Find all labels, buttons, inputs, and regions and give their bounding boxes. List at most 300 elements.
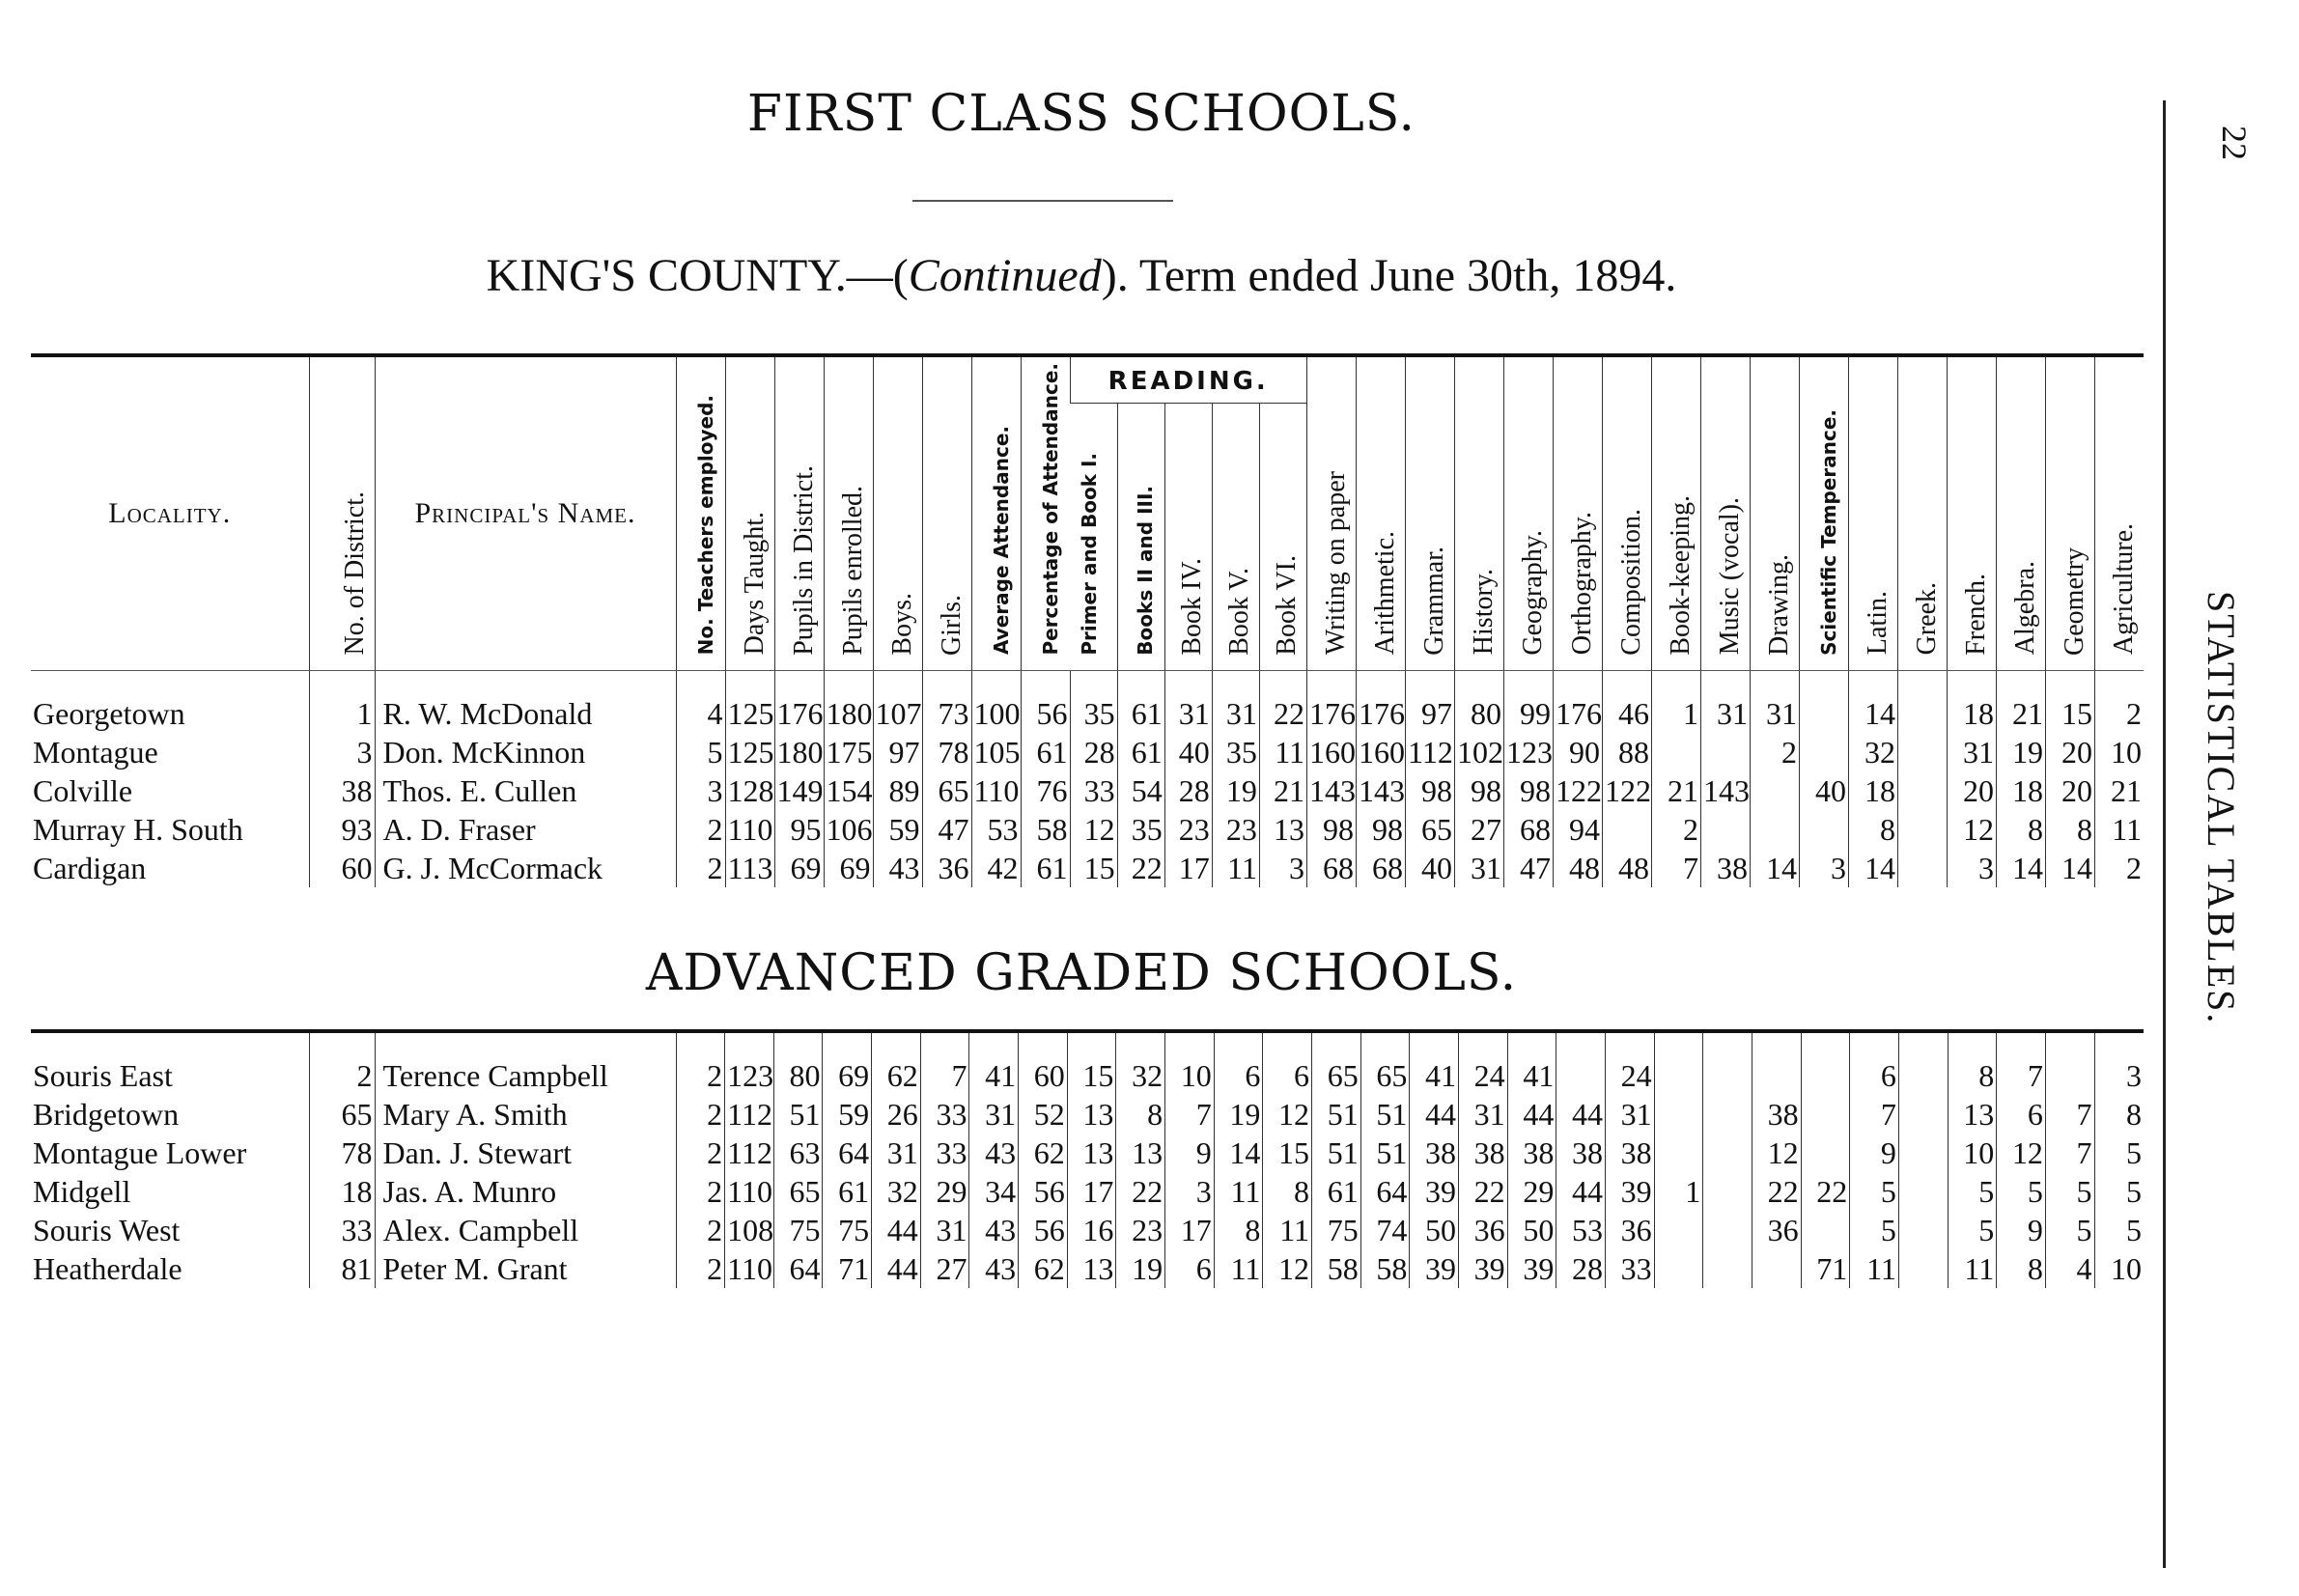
spacer-cell xyxy=(1701,670,1751,694)
value-cell: 23 xyxy=(1116,1211,1165,1249)
spacer-cell xyxy=(922,670,971,694)
value-cell: 106 xyxy=(824,810,873,849)
value-cell: 98 xyxy=(1406,771,1455,810)
value-cell: 33 xyxy=(920,1134,969,1172)
value-cell: 43 xyxy=(969,1249,1019,1288)
value-cell: 90 xyxy=(1554,733,1603,771)
value-cell: 18 xyxy=(1997,771,2046,810)
value-cell xyxy=(1556,1056,1606,1095)
value-cell: 22 xyxy=(1116,1172,1165,1211)
value-cell: 16 xyxy=(1067,1211,1116,1249)
county-subtitle xyxy=(0,249,2163,302)
value-cell: 19 xyxy=(1116,1249,1165,1288)
spacer-cell xyxy=(1165,1031,1215,1056)
value-cell: 11 xyxy=(2095,810,2145,849)
value-cell xyxy=(1898,849,1948,887)
value-cell: 64 xyxy=(1360,1172,1410,1211)
value-cell xyxy=(1898,1172,1948,1211)
value-cell: 112 xyxy=(725,1095,774,1134)
locality-cell: Georgetown xyxy=(33,695,185,731)
value-cell: 76 xyxy=(1021,771,1070,810)
header-col-8 xyxy=(1070,404,1117,670)
spacer-cell xyxy=(1800,670,1849,694)
spacer-cell xyxy=(1504,670,1554,694)
value-cell: 12 xyxy=(1752,1134,1801,1172)
spacer-cell xyxy=(1654,1031,1703,1056)
header-col-1 xyxy=(725,355,774,670)
header-col-10 xyxy=(1164,404,1212,670)
value-cell: 21 xyxy=(1652,771,1701,810)
value-cell: 6 xyxy=(1214,1056,1263,1095)
value-cell: 2 xyxy=(676,849,725,887)
value-cell xyxy=(1898,771,1948,810)
value-cell: 17 xyxy=(1164,849,1212,887)
header-col-2 xyxy=(774,355,824,670)
header-col-label: Grammar. xyxy=(1419,546,1449,656)
value-cell: 8 xyxy=(1849,810,1898,849)
value-cell: 51 xyxy=(773,1095,823,1134)
value-cell: 65 xyxy=(922,771,971,810)
value-cell: 98 xyxy=(1504,771,1554,810)
value-cell xyxy=(1751,810,1800,849)
locality-cell: Montague Lower xyxy=(33,1135,247,1170)
subtitle-county: KING'S COUNTY.—( xyxy=(486,250,909,301)
value-cell: 143 xyxy=(1307,771,1357,810)
header-col-12 xyxy=(1259,404,1306,670)
value-cell: 19 xyxy=(1997,733,2046,771)
value-cell xyxy=(1801,1211,1850,1249)
value-cell: 51 xyxy=(1360,1134,1410,1172)
value-cell: 62 xyxy=(1019,1134,1068,1172)
district-cell: 33 xyxy=(309,1211,375,1249)
table-row xyxy=(31,733,2144,771)
value-cell: 149 xyxy=(774,771,824,810)
value-cell: 14 xyxy=(1751,849,1800,887)
value-cell: 5 xyxy=(1948,1211,1997,1249)
value-cell: 38 xyxy=(1556,1134,1606,1172)
value-cell: 62 xyxy=(872,1056,921,1095)
value-cell: 44 xyxy=(872,1211,921,1249)
value-cell: 78 xyxy=(922,733,971,771)
value-cell: 61 xyxy=(1021,849,1070,887)
value-cell: 31 xyxy=(920,1211,969,1249)
spacer-cell xyxy=(1406,670,1455,694)
value-cell: 61 xyxy=(1117,694,1164,733)
value-cell: 11 xyxy=(1850,1249,1899,1288)
header-col-16 xyxy=(1455,355,1504,670)
table-row xyxy=(31,1211,2144,1249)
value-cell: 75 xyxy=(823,1211,872,1249)
value-cell: 43 xyxy=(969,1211,1019,1249)
value-cell: 5 xyxy=(2094,1172,2144,1211)
spacer-cell xyxy=(1263,1031,1312,1056)
value-cell: 17 xyxy=(1067,1172,1116,1211)
header-col-24 xyxy=(1849,355,1898,670)
spacer-cell xyxy=(1455,670,1504,694)
spacer-cell xyxy=(824,670,873,694)
value-cell: 5 xyxy=(1850,1172,1899,1211)
value-cell: 122 xyxy=(1554,771,1603,810)
value-cell: 68 xyxy=(1357,849,1406,887)
spacer-cell xyxy=(2045,1031,2094,1056)
value-cell: 15 xyxy=(1067,1056,1116,1095)
value-cell: 2 xyxy=(676,1172,725,1211)
value-cell xyxy=(1703,1056,1752,1095)
value-cell: 2 xyxy=(676,1095,725,1134)
spacer-cell xyxy=(1259,670,1306,694)
header-col-label: Algebra. xyxy=(2010,561,2040,656)
value-cell: 52 xyxy=(1019,1095,1068,1134)
value-cell xyxy=(1751,771,1800,810)
header-col-19 xyxy=(1603,355,1652,670)
spacer-cell xyxy=(774,670,824,694)
value-cell: 39 xyxy=(1410,1172,1459,1211)
value-cell: 75 xyxy=(1312,1211,1361,1249)
spacer-cell xyxy=(1652,670,1701,694)
value-cell: 7 xyxy=(1997,1056,2046,1095)
value-cell: 61 xyxy=(1312,1172,1361,1211)
spacer-cell xyxy=(1948,1031,1997,1056)
value-cell xyxy=(2045,1056,2094,1095)
value-cell: 2 xyxy=(1751,733,1800,771)
spacer-cell xyxy=(725,1031,774,1056)
value-cell: 50 xyxy=(1507,1211,1556,1249)
header-col-label: History. xyxy=(1469,569,1499,656)
value-cell: 112 xyxy=(1406,733,1455,771)
value-cell: 5 xyxy=(1948,1172,1997,1211)
principal-cell: Dan. J. Stewart xyxy=(375,1134,676,1172)
value-cell: 38 xyxy=(1410,1134,1459,1172)
value-cell xyxy=(1701,733,1751,771)
header-district-label: No. of District. xyxy=(339,491,370,656)
value-cell: 2 xyxy=(676,1134,725,1172)
value-cell: 7 xyxy=(2045,1095,2094,1134)
value-cell: 39 xyxy=(1410,1249,1459,1288)
value-cell: 88 xyxy=(1603,733,1652,771)
spacer-cell xyxy=(1603,670,1652,694)
value-cell: 8 xyxy=(1214,1211,1263,1249)
value-cell: 58 xyxy=(1312,1249,1361,1288)
value-cell: 36 xyxy=(1459,1211,1508,1249)
table-row xyxy=(31,1172,2144,1211)
value-cell: 176 xyxy=(1307,694,1357,733)
value-cell: 38 xyxy=(1507,1134,1556,1172)
spacer-cell xyxy=(1556,1031,1606,1056)
value-cell: 5 xyxy=(2045,1211,2094,1249)
district-cell: 93 xyxy=(309,810,375,849)
value-cell: 64 xyxy=(773,1249,823,1288)
spacer-cell xyxy=(872,1031,921,1056)
value-cell xyxy=(1898,733,1948,771)
value-cell: 33 xyxy=(1070,771,1117,810)
header-col-label: Book IV. xyxy=(1176,557,1207,656)
spacer-cell xyxy=(1850,1031,1899,1056)
spacer-cell xyxy=(2095,670,2145,694)
value-cell: 19 xyxy=(1212,771,1259,810)
header-col-label: Geometry xyxy=(2060,546,2089,656)
header-col-27 xyxy=(1997,355,2046,670)
value-cell: 143 xyxy=(1357,771,1406,810)
header-col-0 xyxy=(676,355,725,670)
header-col-label: Arithmetic. xyxy=(1370,531,1400,656)
value-cell: 5 xyxy=(676,733,725,771)
header-col-11 xyxy=(1212,404,1259,670)
page-number: 22 xyxy=(2215,126,2254,160)
value-cell: 39 xyxy=(1507,1249,1556,1288)
value-cell: 2 xyxy=(2095,694,2145,733)
spacer-cell xyxy=(873,670,922,694)
first-class-heading: FIRST CLASS SCHOOLS. xyxy=(746,85,1416,143)
value-cell: 53 xyxy=(971,810,1021,849)
table-spacer-row xyxy=(31,670,2144,694)
value-cell: 29 xyxy=(1507,1172,1556,1211)
value-cell: 59 xyxy=(873,810,922,849)
spacer-cell xyxy=(1997,1031,2046,1056)
value-cell: 65 xyxy=(1406,810,1455,849)
spacer-cell xyxy=(1752,1031,1801,1056)
header-district xyxy=(309,355,375,670)
value-cell xyxy=(1654,1211,1703,1249)
header-col-label: Percentage of Attendance. xyxy=(1038,363,1062,656)
header-reading-label: READING. xyxy=(1107,367,1269,397)
value-cell: 73 xyxy=(922,694,971,733)
header-col-label: Geography. xyxy=(1518,529,1548,656)
value-cell: 38 xyxy=(1459,1134,1508,1172)
header-col-7 xyxy=(1021,355,1070,670)
value-cell xyxy=(1703,1095,1752,1134)
principal-cell: G. J. McCormack xyxy=(375,849,676,887)
value-cell: 47 xyxy=(922,810,971,849)
value-cell: 65 xyxy=(1312,1056,1361,1095)
spacer-cell xyxy=(1751,670,1800,694)
spacer-cell xyxy=(1212,670,1259,694)
value-cell: 3 xyxy=(676,771,725,810)
value-cell: 54 xyxy=(1117,771,1164,810)
value-cell xyxy=(1898,1134,1948,1172)
value-cell: 69 xyxy=(824,849,873,887)
value-cell: 74 xyxy=(1360,1211,1410,1249)
value-cell: 11 xyxy=(1212,849,1259,887)
value-cell xyxy=(1654,1249,1703,1288)
value-cell: 31 xyxy=(1701,694,1751,733)
value-cell: 15 xyxy=(2046,694,2095,733)
table-row xyxy=(31,1134,2144,1172)
district-cell: 60 xyxy=(309,849,375,887)
first-class-body xyxy=(31,670,2144,887)
value-cell xyxy=(1654,1134,1703,1172)
value-cell: 58 xyxy=(1021,810,1070,849)
value-cell: 97 xyxy=(873,733,922,771)
spacer-cell xyxy=(1117,670,1164,694)
principal-cell: Jas. A. Munro xyxy=(375,1172,676,1211)
value-cell: 63 xyxy=(773,1134,823,1172)
value-cell: 2 xyxy=(676,810,725,849)
value-cell: 44 xyxy=(1556,1095,1606,1134)
value-cell: 44 xyxy=(1410,1095,1459,1134)
header-col-label: No. Teachers employed. xyxy=(693,395,717,656)
value-cell: 56 xyxy=(1019,1211,1068,1249)
value-cell: 31 xyxy=(1212,694,1259,733)
value-cell: 112 xyxy=(725,1134,774,1172)
value-cell: 98 xyxy=(1307,810,1357,849)
value-cell: 11 xyxy=(1948,1249,1997,1288)
value-cell: 53 xyxy=(1556,1211,1606,1249)
spacer-cell xyxy=(375,1031,676,1056)
spacer-cell xyxy=(1948,670,1997,694)
spacer-cell xyxy=(1898,1031,1948,1056)
value-cell xyxy=(1652,733,1701,771)
header-col-label: Days Taught. xyxy=(739,512,770,656)
spacer-cell xyxy=(1067,1031,1116,1056)
value-cell: 122 xyxy=(1603,771,1652,810)
value-cell: 41 xyxy=(1507,1056,1556,1095)
spacer-cell xyxy=(969,1031,1019,1056)
value-cell: 35 xyxy=(1117,810,1164,849)
spacer-cell xyxy=(773,1031,823,1056)
divider xyxy=(912,200,1173,202)
subtitle-term: ). Term ended June 30th, 1894. xyxy=(1101,250,1677,301)
value-cell: 24 xyxy=(1459,1056,1508,1095)
value-cell: 17 xyxy=(1165,1211,1215,1249)
value-cell: 20 xyxy=(1948,771,1997,810)
spacer-cell xyxy=(1459,1031,1508,1056)
value-cell xyxy=(1800,733,1849,771)
spacer-cell xyxy=(1507,1031,1556,1056)
value-cell: 24 xyxy=(1605,1056,1654,1095)
spacer-cell xyxy=(1605,1031,1654,1056)
value-cell: 56 xyxy=(1021,694,1070,733)
value-cell: 33 xyxy=(920,1095,969,1134)
value-cell: 61 xyxy=(1021,733,1070,771)
value-cell: 31 xyxy=(1751,694,1800,733)
value-cell: 28 xyxy=(1164,771,1212,810)
value-cell: 80 xyxy=(1455,694,1504,733)
value-cell: 22 xyxy=(1801,1172,1850,1211)
value-cell: 2 xyxy=(676,1056,725,1095)
value-cell: 11 xyxy=(1263,1211,1312,1249)
header-col-21 xyxy=(1701,355,1751,670)
value-cell: 22 xyxy=(1459,1172,1508,1211)
value-cell: 14 xyxy=(2046,849,2095,887)
value-cell: 13 xyxy=(1067,1134,1116,1172)
value-cell: 40 xyxy=(1406,849,1455,887)
value-cell: 36 xyxy=(1752,1211,1801,1249)
value-cell: 31 xyxy=(872,1134,921,1172)
header-col-29 xyxy=(2095,355,2145,670)
value-cell: 13 xyxy=(1067,1095,1116,1134)
advanced-graded-table xyxy=(31,1029,2144,1288)
value-cell: 3 xyxy=(1165,1172,1215,1211)
value-cell: 7 xyxy=(920,1056,969,1095)
value-cell: 123 xyxy=(1504,733,1554,771)
value-cell: 28 xyxy=(1556,1249,1606,1288)
header-col-4 xyxy=(873,355,922,670)
spacer-cell xyxy=(725,670,774,694)
header-col-6 xyxy=(971,355,1021,670)
value-cell: 12 xyxy=(1263,1249,1312,1288)
value-cell: 69 xyxy=(823,1056,872,1095)
locality-cell: Bridgetown xyxy=(33,1097,180,1132)
spacer-cell xyxy=(676,1031,725,1056)
value-cell: 107 xyxy=(873,694,922,733)
spacer-cell xyxy=(375,670,676,694)
district-cell: 65 xyxy=(309,1095,375,1134)
value-cell xyxy=(1800,694,1849,733)
value-cell: 11 xyxy=(1214,1249,1263,1288)
value-cell: 28 xyxy=(1070,733,1117,771)
value-cell: 44 xyxy=(1507,1095,1556,1134)
value-cell xyxy=(1752,1249,1801,1288)
value-cell: 38 xyxy=(1605,1134,1654,1172)
value-cell: 56 xyxy=(1019,1172,1068,1211)
spacer-cell xyxy=(31,1031,309,1056)
principal-cell: Alex. Campbell xyxy=(375,1211,676,1249)
header-col-label: Scientific Temperance. xyxy=(1817,408,1840,656)
value-cell xyxy=(1752,1056,1801,1095)
spacer-cell xyxy=(1849,670,1898,694)
header-col-3 xyxy=(824,355,873,670)
locality-cell: Murray H. South xyxy=(33,811,243,847)
value-cell: 14 xyxy=(1214,1134,1263,1172)
spacer-cell xyxy=(1360,1031,1410,1056)
value-cell xyxy=(1898,694,1948,733)
value-cell xyxy=(1703,1249,1752,1288)
spacer-cell xyxy=(309,670,375,694)
value-cell: 38 xyxy=(1701,849,1751,887)
value-cell: 2 xyxy=(676,1249,725,1288)
value-cell xyxy=(1603,810,1652,849)
value-cell: 2 xyxy=(1652,810,1701,849)
value-cell: 23 xyxy=(1164,810,1212,849)
district-cell: 1 xyxy=(309,694,375,733)
district-cell: 78 xyxy=(309,1134,375,1172)
district-cell: 3 xyxy=(309,733,375,771)
value-cell: 29 xyxy=(920,1172,969,1211)
value-cell: 6 xyxy=(1165,1249,1215,1288)
value-cell: 68 xyxy=(1504,810,1554,849)
spacer-cell xyxy=(1357,670,1406,694)
value-cell: 60 xyxy=(1019,1056,1068,1095)
value-cell: 6 xyxy=(1263,1056,1312,1095)
value-cell: 108 xyxy=(725,1211,774,1249)
value-cell xyxy=(1703,1172,1752,1211)
value-cell: 7 xyxy=(1850,1095,1899,1134)
value-cell: 100 xyxy=(971,694,1021,733)
header-col-26 xyxy=(1948,355,1997,670)
header-locality xyxy=(31,355,309,670)
header-col-22 xyxy=(1751,355,1800,670)
value-cell: 22 xyxy=(1752,1172,1801,1211)
value-cell: 48 xyxy=(1554,849,1603,887)
spacer-cell xyxy=(2046,670,2095,694)
table-row xyxy=(31,810,2144,849)
value-cell: 95 xyxy=(774,810,824,849)
advanced-graded-body xyxy=(31,1031,2144,1288)
value-cell: 18 xyxy=(1849,771,1898,810)
value-cell: 160 xyxy=(1307,733,1357,771)
value-cell: 3 xyxy=(2094,1056,2144,1095)
value-cell: 32 xyxy=(872,1172,921,1211)
district-cell: 38 xyxy=(309,771,375,810)
spacer-cell xyxy=(1898,670,1948,694)
spacer-cell xyxy=(1703,1031,1752,1056)
value-cell: 110 xyxy=(725,810,774,849)
value-cell: 64 xyxy=(823,1134,872,1172)
value-cell xyxy=(1898,1211,1948,1249)
spacer-cell xyxy=(1554,670,1603,694)
spacer-cell xyxy=(1214,1031,1263,1056)
header-col-label: Primer and Book I. xyxy=(1078,452,1101,656)
